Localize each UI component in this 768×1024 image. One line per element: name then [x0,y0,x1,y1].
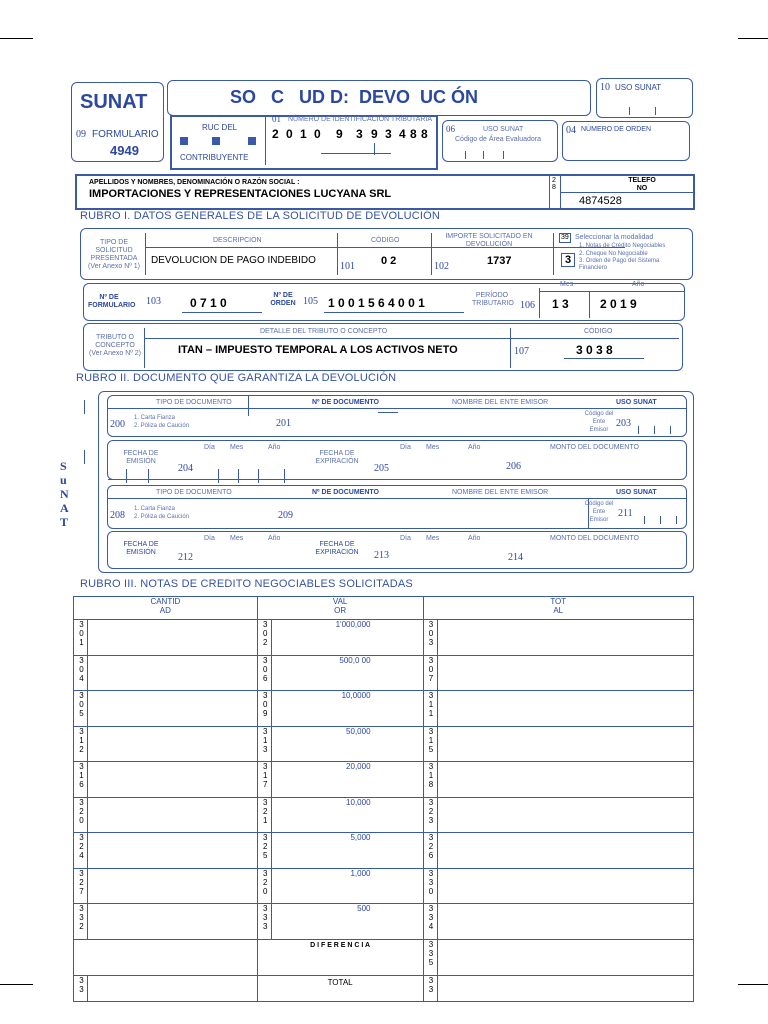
modalidad-value: 3 [565,254,572,266]
divider [144,338,679,339]
cantidad-code: 3 3 2 [74,904,88,940]
code-103: 103 [146,296,161,307]
total-label: TOTAL [257,975,423,1001]
tick [503,151,504,159]
marker [248,396,249,416]
code-208: 208 [110,510,125,521]
marker [84,400,85,414]
num-doc-label: Nº DE DOCUMENTO [312,489,379,496]
valor-code: 3 0 9 [257,691,271,727]
digit-baseline [564,358,644,359]
orden-label: NÚMERO DE ORDEN [581,126,652,133]
cantidad-cell[interactable] [87,655,257,691]
table-row [74,797,694,833]
divider [108,498,686,499]
code-201: 201 [276,418,291,429]
digit-baseline [182,312,262,313]
cantidad-cell[interactable] [87,620,257,656]
tipo-solicitud-box [80,228,693,280]
code-213: 213 [374,550,389,561]
option-poliza: 2. Póliza de Caución [134,514,190,520]
total-cell[interactable] [437,975,694,1001]
ruc-digit: 9 [371,127,378,141]
telefono-label: TELEFO NO [628,177,656,192]
mes-value: 1 3 [552,297,569,311]
area-code: 06 [446,124,455,134]
formulario-value: 4949 [110,143,139,158]
area-label: USO SUNAT [483,126,524,133]
mes-label: Mes [230,535,244,542]
code-102: 102 [434,261,449,272]
tick [670,426,671,434]
ruc-marker [212,137,220,145]
divider [337,233,338,275]
table-row [74,833,694,869]
valor-code: 3 2 5 [257,833,271,869]
code-200: 200 [110,419,125,430]
tick [258,469,259,483]
anio-label: Año [632,281,645,288]
side-char: S [60,459,67,473]
col-valor [257,597,423,620]
valor-code: 3 0 2 [257,620,271,656]
periodo-label: PERÍODO TRIBUTARIO [472,292,514,307]
cantidad-code: 3 0 5 [74,691,88,727]
valor-cell[interactable]: 50,000 [271,726,423,762]
numero-orden-box [562,121,690,161]
side-char: N [60,487,69,501]
side-char: A [60,501,69,515]
ruc-digit: 2 [272,127,279,141]
code-106: 106 [520,300,535,311]
valor-code: 3 2 0 [257,868,271,904]
valor-cell[interactable]: 10,000 [271,797,423,833]
ruc-digit: 3 [356,127,363,141]
table-row [74,868,694,904]
code-107: 107 [514,346,529,357]
orden-code: 04 [566,125,576,136]
tributo-value: ITAN – IMPUESTO TEMPORAL A LOS ACTIVOS NETO [178,344,458,356]
mes-label: Mes [426,444,440,451]
tick [148,469,149,483]
code-203: 203 [616,418,631,429]
cantidad-code: 3 2 0 [74,797,88,833]
anio-label: Año [468,444,481,451]
divider [539,291,684,292]
valor-cell[interactable]: 500 [271,904,423,940]
codigo-value: 0 2 [381,255,397,267]
table-row [74,726,694,762]
total-cell[interactable] [437,762,694,798]
uso-sunat-label: USO SUNAT [616,399,657,406]
uso-sunat-label: USO SUNAT [615,83,662,92]
total-code: 3 3 0 [423,868,437,904]
diferencia-label: D I F E R E N C I A [257,939,423,975]
tipo-doc-label: TIPO DE DOCUMENTO [156,489,232,496]
nro-orden-value: 1 0 0 1 5 6 4 0 0 1 [328,296,425,310]
code-211: 211 [618,508,633,519]
tick [218,469,219,483]
tick [465,151,466,159]
cantidad-code: 3 1 6 [74,762,88,798]
tick [655,107,656,115]
tick [676,516,677,524]
divider [144,328,145,368]
ruc-digit: 0 [314,127,321,141]
code-205: 205 [374,463,389,474]
col-cantidad [74,597,258,620]
ruc-label: RUC DEL [202,123,238,132]
ruc-digit: 4 [399,127,406,141]
notas-body [74,620,694,1002]
modalidad-option: 3. Orden de Pago del Sistema Financiero [579,258,660,271]
diferencia-code: 3 3 5 [423,939,437,975]
tributo-codigo-value: 3 0 3 8 [576,343,613,357]
valor-code: 3 2 1 [257,797,271,833]
code-209: 209 [278,510,293,521]
ruc-underline [374,143,375,155]
divider [560,176,561,210]
cantidad-code: 3 0 4 [74,655,88,691]
side-char: T [60,515,69,529]
code-39-box [559,233,571,243]
cantidad-cell[interactable] [87,762,257,798]
mes-label: Mes [426,535,440,542]
cantidad-cell[interactable] [87,691,257,727]
divider [539,288,540,318]
monto-label: MONTO DEL DOCUMENTO [550,535,639,542]
ruc-code: 01 [272,114,281,124]
digit-baseline [324,312,464,313]
divider [145,233,146,275]
valor-code: 3 1 7 [257,762,271,798]
cantidad-cell[interactable] [87,904,257,940]
uso-sunat-code: 10 [600,82,610,93]
telefono-code: 2 8 [552,177,556,191]
digit-baseline [108,479,318,480]
ruc-digit: 3 [385,127,392,141]
fecha-emision-label: FECHA DE EMISIÓN [123,541,159,556]
dia-label: Día [204,535,215,542]
total-code: 3 2 6 [423,833,437,869]
crop-mark [738,984,768,985]
nro-orden-label: Nº DE ORDEN [270,292,296,307]
anio-value: 2 0 1 9 [600,297,637,311]
marker [378,412,398,413]
modalidad-option: 1. Notas de Crédito Negociables [579,243,666,249]
cantidad-code: 3 1 2 [74,726,88,762]
cantidad-code: 3 0 1 [74,620,88,656]
code-101: 101 [340,261,355,272]
table-row [74,691,694,727]
col-total [423,597,693,620]
table-row [74,620,694,656]
empty-cell [74,939,258,975]
tick [284,469,285,483]
valor-code: 3 0 6 [257,655,271,691]
tick [238,469,239,483]
divider [510,328,511,368]
marker [84,450,85,464]
notas-credito-table [73,596,694,1002]
formulario-label: FORMULARIO [92,129,159,140]
option-carta-fianza: 1. Carta Fianza [134,506,176,512]
uso-sunat-box [596,78,693,118]
total-code: 3 3 [423,975,437,1001]
code-206: 206 [506,461,521,472]
tick [644,516,645,524]
tributo-codigo-label: CÓDIGO [584,328,613,335]
table-row [74,762,694,798]
cantidad-cell[interactable] [87,726,257,762]
crop-mark [0,984,33,985]
telefono-value: 4874528 [579,195,622,207]
diferencia-cell[interactable] [437,939,694,975]
cantidad-cell[interactable] [87,797,257,833]
cantidad-cell[interactable] [87,833,257,869]
importe-value: 1737 [487,255,512,267]
ruc-digits [272,127,432,141]
crop-mark [738,38,768,39]
crop-mark [0,38,33,39]
tick [654,426,655,434]
detalle-label: DETALLE DEL TRIBUTO O CONCEPTO [260,328,388,335]
total-cell[interactable] [437,904,694,940]
valor-cell[interactable]: 500,0 00 [271,655,423,691]
fecha-expiracion-label: FECHA DE EXPIRACIÓN [315,541,359,556]
documento-1-box [107,395,687,437]
total-cell[interactable] [437,833,694,869]
total-code: 3 0 7 [423,655,437,691]
divider [553,233,554,275]
total-code: 3 2 3 [423,797,437,833]
valor-cell[interactable]: 10,0000 [271,691,423,727]
valor-code: 3 1 3 [257,726,271,762]
ruc-digit: 1 [300,127,307,141]
ruc-caption: NÚMERO DE IDENTIFICACIÓN TRIBUTARIA [288,116,433,123]
tick [638,426,639,434]
tributo-label: TRIBUTO O CONCEPTO (Ver Anexo Nº 2) [89,334,141,357]
tick [483,151,484,159]
valor-code: 3 3 3 [257,904,271,940]
cantidad-cell[interactable] [87,868,257,904]
rubro3-title: RUBRO III. NOTAS DE CREDITO NEGOCIABLES SOLICITADAS [80,578,413,590]
total-cantidad-cell[interactable] [87,975,257,1001]
side-char: u [60,473,67,487]
code-204: 204 [178,463,193,474]
mes-label: Mes [560,281,574,288]
col-total-label: TOT AL [550,597,567,615]
ente-label: NOMBRE DEL ENTE EMISOR [452,489,549,496]
mes-label: Mes [230,444,244,451]
valor-cell[interactable]: 20,000 [271,762,423,798]
modalidad-checkbox[interactable] [561,253,575,267]
tick [126,469,127,483]
dia-label: Día [400,444,411,451]
divider [561,192,695,193]
tipo-solicitud-label: TIPO DE SOLICITUD PRESENTADA (Ver Anexo Nº 1) [88,239,140,270]
tick [629,107,630,115]
cantidad-code: 3 2 4 [74,833,88,869]
fecha-expiracion-label: FECHA DE EXPIRACIÓN [315,450,359,465]
codigo-ente-label: Código del Ente Emisor [584,501,614,523]
total-cell[interactable] [437,620,694,656]
formulario-orden-box [83,283,685,321]
total-cell[interactable] [437,868,694,904]
anio-label: Año [268,444,281,451]
form-title: SO C UD D: DEVO UC ÓN [230,87,479,107]
total-code: 3 1 5 [423,726,437,762]
num-doc-label: Nº DE DOCUMENTO [312,399,379,406]
codigo-label: CÓDIGO [371,237,400,244]
contribuyente-box [75,174,695,210]
table-row [74,904,694,940]
monto-label: MONTO DEL DOCUMENTO [550,444,639,451]
tick [660,516,661,524]
ruc-digit: 9 [336,127,343,141]
option-carta-fianza: 1. Carta Fianza [134,415,176,421]
anio-label: Año [468,535,481,542]
table-row [74,655,694,691]
table-row-diferencia [74,939,694,975]
valor-cell[interactable]: 1,000 [271,868,423,904]
total-cell[interactable] [437,726,694,762]
ente-label: NOMBRE DEL ENTE EMISOR [452,399,549,406]
ruc-marker [248,137,256,145]
descripcion-label: DESCRIPCIÓN [213,237,262,244]
codigo-ente-label: Código del Ente Emisor [584,411,614,433]
ruc-digit: 8 [421,127,428,141]
area-evaluadora-box [442,120,558,162]
rubro2-title: RUBRO II. DOCUMENTO QUE GARANTIZA LA DEVOLUCIÓN [76,372,397,384]
fechas-1-box [107,440,687,480]
documento-2-box [107,485,687,529]
ruc-digit: 0 [286,127,293,141]
ruc-digit: 8 [410,127,417,141]
descripcion-value: DEVOLUCION DE PAGO INDEBIDO [151,255,316,266]
table-row-total [74,975,694,1001]
fechas-2-box [107,531,687,569]
fecha-emision-label: FECHA DE EMISIÓN [123,450,159,465]
valor-cell[interactable]: 1'000,000 [271,620,423,656]
dia-label: Día [400,535,411,542]
modalidad-option: 2. Cheque No Negociable [579,251,648,257]
area-caption: Código de Área Evaluadora [455,136,542,143]
nro-formulario-value: 0 7 1 0 [190,296,227,310]
total-code: 3 0 3 [423,620,437,656]
total-code: 3 1 1 [423,691,437,727]
col-valor-label: VAL OR [332,597,348,615]
tipo-doc-label: TIPO DE DOCUMENTO [156,399,232,406]
nro-formulario-label: Nº DE FORMULARIO [88,294,136,309]
total-code: 3 3 4 [423,904,437,940]
dia-label: Día [204,444,215,451]
total-code: 3 1 8 [423,762,437,798]
formulario-code: 09 [76,129,86,140]
divider [108,408,686,409]
ruc-underline [321,153,391,154]
tributo-box [83,323,683,371]
cantidad-code: 3 2 7 [74,868,88,904]
option-poliza: 2. Póliza de Caución [134,423,190,429]
total-cell[interactable] [437,797,694,833]
code-214: 214 [508,552,523,563]
total-cell[interactable] [437,655,694,691]
divider [589,292,590,318]
rubro1-title: RUBRO I. DATOS GENERALES DE LA SOLICITUD DE DEVOLUCIÓN [80,210,441,222]
importe-label: IMPORTE SOLICITADO EN DEVOLUCIÓN [445,233,533,248]
ruc-digits-area [265,115,438,165]
ruc-label-2: CONTRIBUYENTE [180,153,249,162]
modalidad-title: Seleccionar la modalidad [575,234,654,241]
anio-label: Año [268,535,281,542]
code-105: 105 [303,296,318,307]
contribuyente-name: IMPORTACIONES Y REPRESENTACIONES LUCYANA SRL [89,188,392,200]
valor-cell[interactable]: 5,000 [271,833,423,869]
col-cantidad-label: CANTID AD [150,597,181,615]
contribuyente-label: APELLIDOS Y NOMBRES, DENOMINACIÓN O RAZÓN SOCIAL : [89,179,300,186]
total-cantidad-code: 3 3 [74,975,88,1001]
divider [431,233,432,275]
ruc-marker [180,137,188,145]
title-box [167,80,591,116]
divider [549,176,550,210]
total-cell[interactable] [437,691,694,727]
code-39: 39 [561,234,569,241]
code-212: 212 [178,552,193,563]
sunat-logo-box [71,82,164,162]
sunat-logo: SUNAT [80,91,148,113]
uso-sunat-label: USO SUNAT [616,489,657,496]
